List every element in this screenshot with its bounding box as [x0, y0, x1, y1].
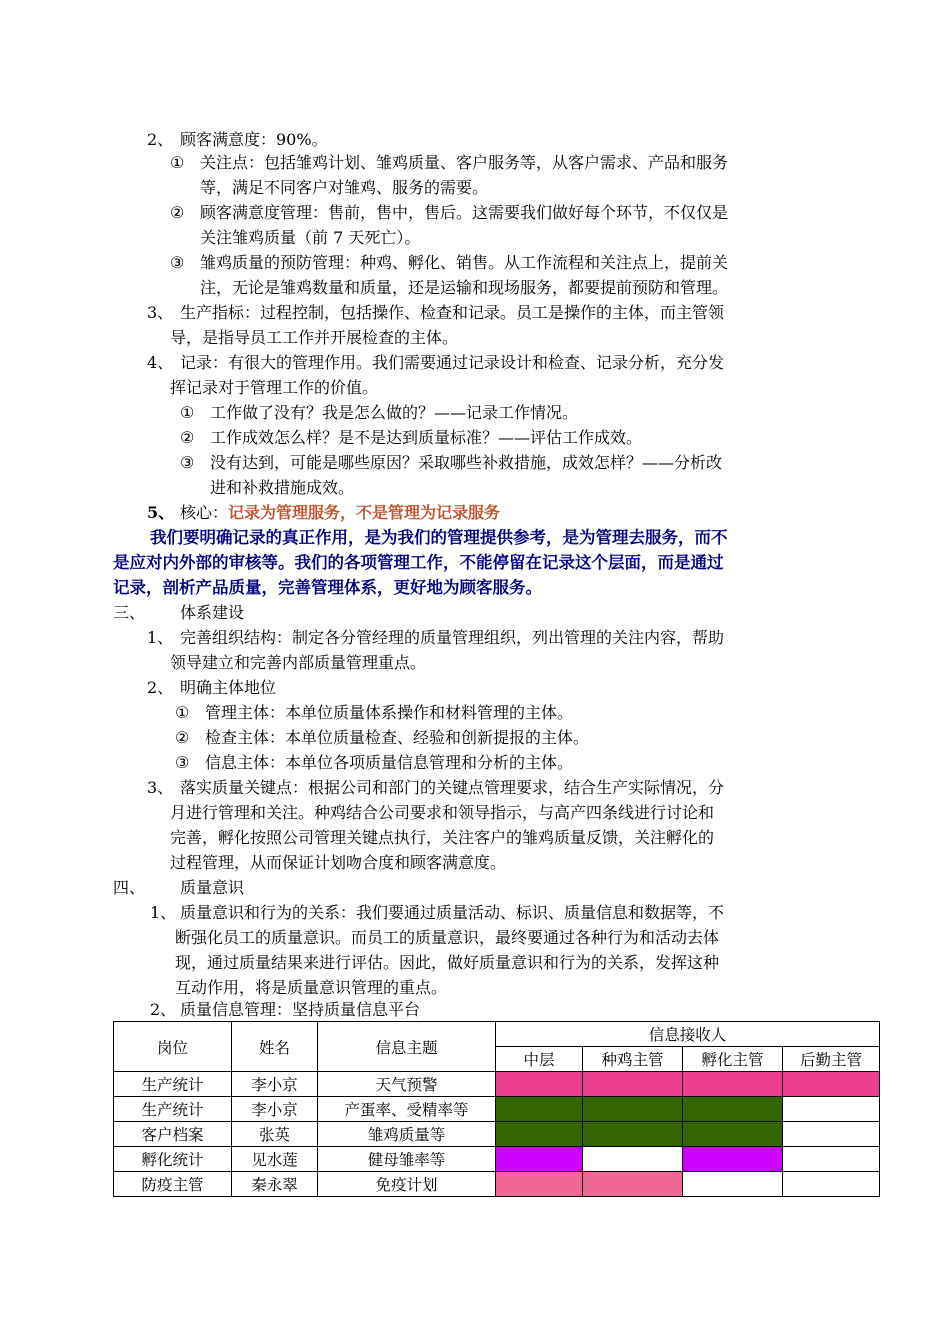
table-row	[114, 1172, 880, 1197]
receiver-cell	[496, 1147, 583, 1172]
receiver-cell	[783, 1072, 880, 1097]
item-text-cont: 导，是指导员工工作并开展检查的主体。	[170, 328, 459, 347]
receiver-cell	[783, 1172, 880, 1197]
item-number: 2、	[147, 678, 174, 697]
receiver-cell	[783, 1122, 880, 1147]
subitem-text: 没有达到，可能是哪些原因？采取哪些补救措施，成效怎样？——分析改	[210, 453, 723, 472]
receiver-cell	[683, 1147, 783, 1172]
subitem-text: 信息主体：本单位各项质量信息管理和分析的主体。	[205, 753, 574, 772]
subitem-text: 管理主体：本单位质量体系操作和材料管理的主体。	[205, 703, 574, 722]
header-receiver-middle: 中层	[496, 1047, 583, 1072]
section-title: 质量意识	[180, 878, 245, 897]
receiver-cell	[783, 1147, 880, 1172]
subitem-text: 顾客满意度管理：售前，售中，售后。这需要我们做好每个环节，不仅仅是	[200, 203, 729, 222]
cell-post: 生产统计	[114, 1097, 232, 1122]
item-number: 4、	[147, 353, 174, 372]
item-text-cont: 断强化员工的质量意识。而员工的质量意识，最终要通过各种行为和活动去体	[175, 928, 720, 947]
receiver-cell	[583, 1172, 683, 1197]
cell-post: 生产统计	[114, 1072, 232, 1097]
cell-name: 李小京	[232, 1072, 318, 1097]
header-topic: 信息主题	[318, 1022, 496, 1072]
table-row	[114, 1072, 880, 1097]
receiver-cell	[683, 1172, 783, 1197]
receiver-cell	[683, 1097, 783, 1122]
item-text-cont: 完善，孵化按照公司管理关键点执行，关注客户的雏鸡质量反馈，关注孵化的	[170, 828, 715, 847]
receiver-cell	[496, 1072, 583, 1097]
item-text-cont: 月进行管理和关注。种鸡结合公司要求和领导指示，与高产四条线进行讨论和	[170, 803, 715, 822]
item-text: 质量意识和行为的关系：我们要通过质量活动、标识、质量信息和数据等，不	[180, 903, 725, 922]
header-receiver: 信息接收人	[496, 1022, 880, 1047]
item-text-cont: 挥记录对于管理工作的价值。	[170, 378, 379, 397]
table-row	[114, 1097, 880, 1122]
cell-topic: 产蛋率、受精率等	[318, 1097, 496, 1122]
subitem-text-cont: 等，满足不同客户对雏鸡、服务的需要。	[200, 178, 489, 197]
receiver-cell	[496, 1097, 583, 1122]
item-text: 完善组织结构：制定各分管经理的质量管理组织，列出管理的关注内容，帮助	[180, 628, 725, 647]
emphasis-paragraph-cont: 记录，剖析产品质量，完善管理体系，更好地为顾客服务。	[113, 578, 542, 597]
item-number: 2、	[150, 1000, 177, 1019]
subitem-number: ①	[175, 703, 190, 722]
subitem-number: ②	[175, 728, 190, 747]
receiver-cell	[783, 1097, 880, 1122]
cell-name: 见水莲	[232, 1147, 318, 1172]
item-text-cont: 现，通过质量结果来进行评估。因此，做好质量意识和行为的关系，发挥这种	[175, 953, 720, 972]
item-text-cont: 领导建立和完善内部质量管理重点。	[170, 653, 427, 672]
cell-post: 防疫主管	[114, 1172, 232, 1197]
receiver-cell	[583, 1147, 683, 1172]
subitem-text: 工作做了没有？我是怎么做的？——记录工作情况。	[210, 403, 579, 422]
cell-name: 张英	[232, 1122, 318, 1147]
item-number: 3、	[147, 778, 174, 797]
cell-post: 客户档案	[114, 1122, 232, 1147]
header-receiver-logistics: 后勤主管	[783, 1047, 880, 1072]
cell-topic: 天气预警	[318, 1072, 496, 1097]
subitem-text-cont: 进和补救措施成效。	[210, 478, 355, 497]
item-text: 落实质量关键点：根据公司和部门的关键点管理要求，结合生产实际情况，分	[180, 778, 725, 797]
item-text: 生产指标：过程控制，包括操作、检查和记录。员工是操作的主体，而主管领	[180, 303, 725, 322]
receiver-cell	[683, 1072, 783, 1097]
cell-topic: 健母雏率等	[318, 1147, 496, 1172]
core-highlight: 记录为管理服务，不是管理为记录服务	[228, 503, 501, 522]
subitem-text: 关注点：包括雏鸡计划、雏鸡质量、客户服务等，从客户需求、产品和服务	[200, 153, 729, 172]
item-text-cont: 过程管理，从而保证计划吻合度和顾客满意度。	[170, 853, 507, 872]
section-number: 四、	[113, 878, 146, 897]
item-text: 明确主体地位	[180, 678, 277, 697]
subitem-text: 检查主体：本单位质量检查、经验和创新提报的主体。	[205, 728, 590, 747]
item-text-cont: 互动作用，将是质量意识管理的重点。	[175, 978, 448, 997]
subitem-text-cont: 关注雏鸡质量（前 7 天死亡）。	[200, 228, 421, 247]
item-text: 顾客满意度：90%。	[180, 130, 328, 149]
receiver-cell	[583, 1072, 683, 1097]
header-post: 岗位	[114, 1022, 232, 1072]
item-text: 质量信息管理：坚持质量信息平台	[180, 1000, 421, 1019]
subitem-number: ②	[170, 203, 185, 222]
item-text: 记录：有很大的管理作用。我们需要通过记录设计和检查、记录分析，充分发	[180, 353, 725, 372]
subitem-text: 工作成效怎么样？是不是达到质量标准？——评估工作成效。	[210, 428, 643, 447]
item-number: 1、	[150, 903, 177, 922]
cell-topic: 雏鸡质量等	[318, 1122, 496, 1147]
item-label: 核心：	[180, 503, 229, 522]
emphasis-paragraph: 我们要明确记录的真正作用，是为我们的管理提供参考，是为管理去服务，而不	[150, 528, 728, 547]
section-title: 体系建设	[180, 603, 245, 622]
receiver-cell	[496, 1172, 583, 1197]
header-name: 姓名	[232, 1022, 318, 1072]
subitem-text-cont: 注，无论是雏鸡数量和质量，还是运输和现场服务，都要提前预防和管理。	[200, 278, 729, 297]
header-receiver-breeder: 种鸡主管	[583, 1047, 683, 1072]
subitem-number: ①	[180, 403, 195, 422]
subitem-number: ③	[175, 753, 190, 772]
receiver-cell	[683, 1122, 783, 1147]
receiver-cell	[583, 1122, 683, 1147]
cell-topic: 免疫计划	[318, 1172, 496, 1197]
subitem-number: ③	[180, 453, 195, 472]
receiver-cell	[583, 1097, 683, 1122]
item-number: 5、	[147, 503, 175, 522]
table-row	[114, 1147, 880, 1172]
receiver-cell	[496, 1122, 583, 1147]
item-number: 1、	[147, 628, 174, 647]
info-table	[113, 1021, 880, 1197]
table-row	[114, 1122, 880, 1147]
header-receiver-hatchery: 孵化主管	[683, 1047, 783, 1072]
item-number: 2、	[147, 130, 174, 149]
subitem-number: ③	[170, 253, 185, 272]
emphasis-paragraph-cont: 是应对内外部的审核等。我们的各项管理工作，不能停留在记录这个层面，而是通过	[113, 553, 724, 572]
section-number: 三、	[113, 603, 146, 622]
cell-name: 李小京	[232, 1097, 318, 1122]
cell-post: 孵化统计	[114, 1147, 232, 1172]
subitem-text: 雏鸡质量的预防管理：种鸡、孵化、销售。从工作流程和关注点上，提前关	[200, 253, 729, 272]
item-number: 3、	[147, 303, 174, 322]
subitem-number: ①	[170, 153, 185, 172]
subitem-number: ②	[180, 428, 195, 447]
cell-name: 秦永翠	[232, 1172, 318, 1197]
